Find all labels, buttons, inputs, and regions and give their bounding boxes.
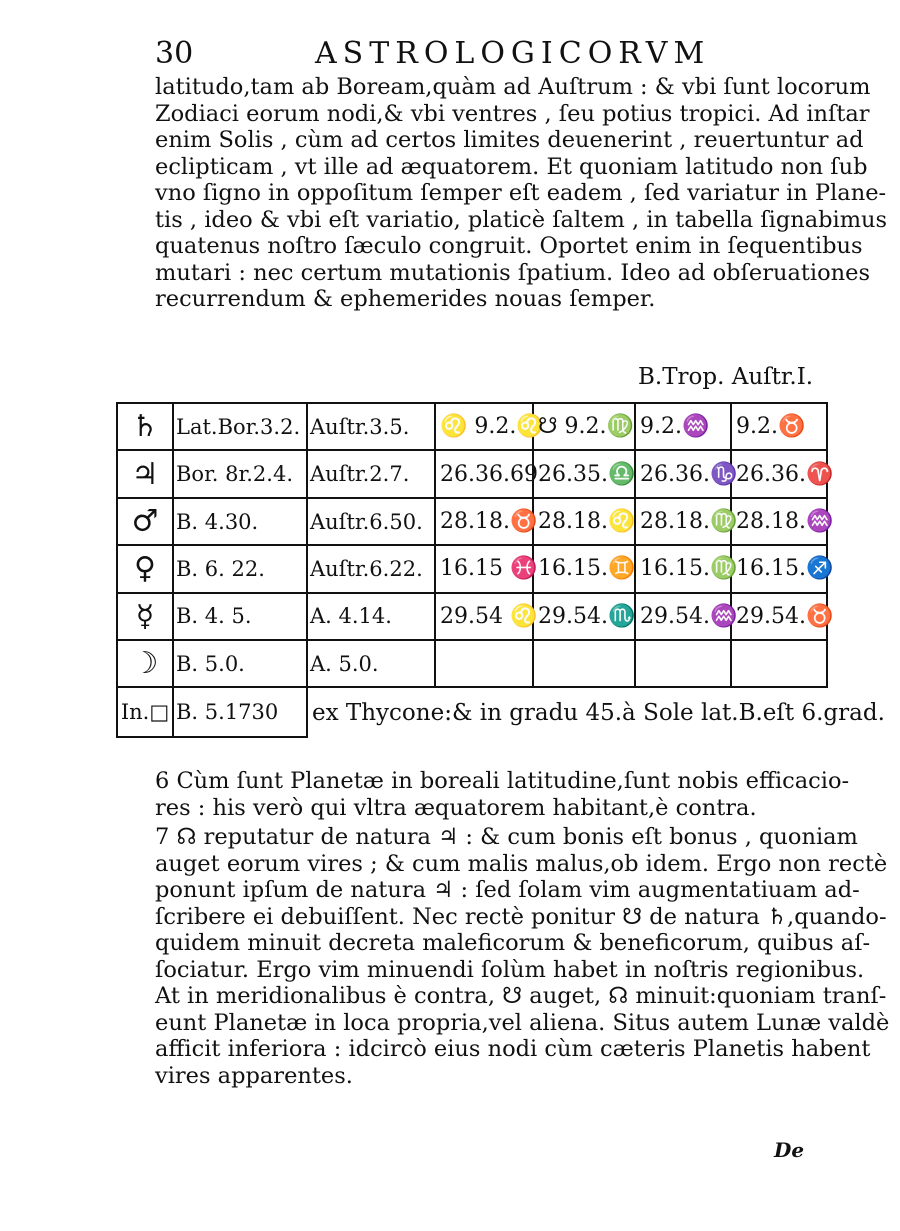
- table-cell: 26.36.69.: [435, 450, 533, 497]
- table-row: [117, 403, 827, 450]
- table-cell: 29.54.♏: [533, 593, 635, 640]
- text-line: afficit inferiora : idcircò eius nodi cùm cæteris Planetis habent: [155, 1036, 871, 1062]
- north-latitude: Bor. 8r.2.4.: [173, 450, 307, 497]
- table-cell: 28.18.♉: [435, 498, 533, 545]
- table-caption: B.Trop. Auſtr.I.: [638, 364, 814, 390]
- table-cell: [435, 640, 533, 687]
- table-cell: ♌ 9.2.♌: [435, 403, 533, 450]
- table-cell: 28.18.♍: [635, 498, 731, 545]
- text-line: Zodiaci eorum nodi,& vbi ventres , ſeu potius tropici. Ad inſtar: [155, 100, 870, 127]
- text-line: vno ſigno in oppoſitum ſemper eſt eadem , ſed variatur in Plane-: [155, 180, 887, 206]
- text-line: auget eorum vires ; & cum malis malus,ob idem. Ergo non rectè: [155, 850, 888, 877]
- table-cell: 29.54 ♌: [435, 593, 533, 640]
- text-line: 7 ☊ reputatur de natura ♃ : & cum bonis eſt bonus , quoniam: [155, 824, 858, 850]
- table-cell: [533, 640, 635, 687]
- table-cell: [635, 640, 731, 687]
- text-line: res : his verò qui vltra æquatorem habitant,è contra.: [155, 794, 757, 821]
- table-cell: 9.2.♉: [731, 403, 827, 450]
- text-line: 6 Cùm ſunt Planetæ in boreali latitudine,ſunt nobis efficacio-: [155, 768, 850, 794]
- last-row-label: In.□: [117, 687, 173, 737]
- moon-symbol: ☽: [117, 640, 173, 687]
- table-cell: 16.15.♊: [533, 545, 635, 592]
- text-line: At in meridionalibus è contra, ☋ auget, ☊ minuit:quoniam tranſ-: [155, 983, 887, 1009]
- table-cell: 28.18.♒: [731, 498, 827, 545]
- table-row: [117, 687, 827, 737]
- table-cell: ☋ 9.2.♍: [533, 403, 635, 450]
- north-latitude: B. 4. 5.: [173, 593, 307, 640]
- text-line: ſcribere ei debuiſſent. Nec rectè ponitur ☋ de natura ♄,quando-: [155, 903, 887, 930]
- page-header: [155, 34, 711, 78]
- page-number: 30: [155, 36, 194, 71]
- south-latitude: Auſtr.6.50.: [307, 498, 435, 545]
- text-line: latitudo,tam ab Boream,quàm ad Auſtrum : & vbi ſunt locorum: [155, 74, 871, 100]
- table-row: [117, 593, 827, 640]
- text-line: vires apparentes.: [155, 1062, 353, 1089]
- table-cell: 9.2.♒: [635, 403, 731, 450]
- south-latitude: A. 4.14.: [307, 593, 435, 640]
- table-cell: [731, 640, 827, 687]
- south-latitude: A. 5.0.: [307, 640, 435, 687]
- text-line: quidem minuit decreta maleficorum & beneficorum, quibus aſ-: [155, 930, 871, 956]
- venus-symbol: ♀: [117, 545, 173, 592]
- table-cell: 29.54.♉: [731, 593, 827, 640]
- jupiter-symbol: ♃: [117, 450, 173, 497]
- table-cell: 16.15 ♓: [435, 545, 533, 592]
- text-line: ſociatur. Ergo vim minuendi ſolùm habet in noſtris regionibus.: [155, 956, 865, 983]
- text-line: ponunt ipſum de natura ♃ : ſed ſolam vim augmentatiuam ad-: [155, 877, 860, 903]
- saturn-symbol: ♄: [117, 403, 173, 450]
- paragraph-6: [155, 768, 850, 821]
- catchword: De: [774, 1138, 805, 1162]
- table-cell: 16.15.♍: [635, 545, 731, 592]
- table-row: [117, 640, 827, 687]
- paragraph-1: [155, 74, 888, 313]
- south-latitude: Auſtr.2.7.: [307, 450, 435, 497]
- table-cell: 28.18.♌: [533, 498, 635, 545]
- table-cell: 26.36.♈: [731, 450, 827, 497]
- table-note: ex Thycone:& in gradu 45.à Sole lat.B.eſt 6.grad.: [307, 687, 827, 737]
- north-latitude: B. 4.30.: [173, 498, 307, 545]
- mercury-symbol: ☿: [117, 593, 173, 640]
- table-cell: 26.35.♎: [533, 450, 635, 497]
- planet-latitude-table: [116, 402, 885, 738]
- text-line: eunt Planetæ in loca propria,vel aliena. Situs autem Lunæ valdè: [155, 1009, 890, 1036]
- north-latitude: B. 5.0.: [173, 640, 307, 687]
- text-line: enim Solis , cùm ad certos limites deuenerint , reuertuntur ad: [155, 127, 864, 153]
- table-cell: 29.54.♒: [635, 593, 731, 640]
- table-row: [117, 545, 827, 592]
- text-line: mutari : nec certum mutationis ſpatium. Ideo ad obſeruationes: [155, 259, 871, 286]
- north-latitude: B. 6. 22.: [173, 545, 307, 592]
- table-row: [117, 498, 827, 545]
- running-head: ASTROLOGICORVM: [315, 36, 711, 71]
- text-line: eclipticam , vt ille ad æquatorem. Et quoniam latitudo non ſub: [155, 153, 868, 180]
- mars-symbol: ♂: [117, 498, 173, 545]
- text-line: recurrendum & ephemerides nouas ſemper.: [155, 286, 656, 312]
- south-latitude: Auſtr.3.5.: [307, 403, 435, 450]
- paragraph-7: [155, 824, 890, 1089]
- text-line: tis , ideo & vbi eſt variatio, platicè ſaltem , in tabella ſignabimus: [155, 206, 888, 233]
- south-latitude: Auſtr.6.22.: [307, 545, 435, 592]
- table-cell: 26.36.♑: [635, 450, 731, 497]
- table-cell: 16.15.♐: [731, 545, 827, 592]
- table-row: [117, 450, 827, 497]
- text-line: quatenus noſtro ſæculo congruit. Oportet enim in ſequentibus: [155, 233, 863, 259]
- north-latitude: Lat.Bor.3.2.: [173, 403, 307, 450]
- north-latitude: B. 5.1730: [173, 687, 307, 737]
